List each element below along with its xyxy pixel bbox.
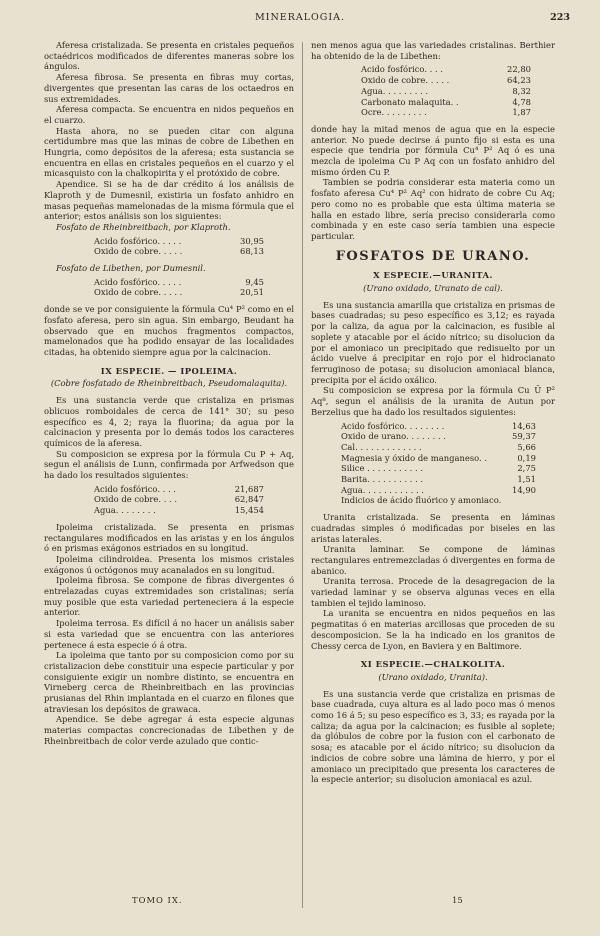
table-cell-value: 30,95 bbox=[240, 235, 264, 246]
table-row bbox=[341, 421, 555, 432]
paragraph: Su composicion se expresa por la fórmula Cu P + Aq, segun el análisis de Lunn, confirmada por Arfwedson que ha dado los resultados siguientes: bbox=[44, 448, 294, 481]
table-row bbox=[94, 246, 294, 257]
table-cell-label: Acido fosfórico. . . . . . . . bbox=[341, 420, 445, 431]
paragraph: donde se ve por consiguiente la fórmula Cu⁴ P² como en el fosfato aferesa, pero sin agua. Sin embargo, Beudant ha observado que en muchos fragmentos compactos, mamelonados que ha podido ensayar de las localidades citadas, ha obtenido siempre agua por la calcinacion. bbox=[44, 304, 294, 357]
table-cell-value: 68,13 bbox=[240, 246, 264, 257]
section-heading: XI ESPECIE.—CHALKOLITA. bbox=[360, 659, 506, 670]
table-cell-label: Agua. . . . . . . . . bbox=[361, 85, 429, 96]
analysis-table bbox=[94, 277, 294, 298]
table-cell-value: 8,32 bbox=[512, 85, 531, 96]
paragraph: Su composicion se expresa por la fórmula Cu Ü P² Aq⁸, segun el análisis de la uranita de Autun por Berzelius que ha dado los resultados siguientes: bbox=[311, 385, 555, 417]
paragraph: Apendice. Se debe agregar á esta especie algunas materias compactas concrecionadas de Libethen y de Rheinbreitbach de color verde azulado que contic- bbox=[44, 714, 294, 746]
table-row bbox=[361, 64, 555, 75]
table-row bbox=[341, 442, 555, 453]
paragraph: Aferesa fibrosa. Se presenta en fibras muy cortas, divergentes que presentan las caras de los octaedros en sus extremidades. bbox=[44, 72, 294, 104]
section-synonyms: (Cobre fosfatado de Rheinbreitbach, Pseudomalaquita). bbox=[50, 378, 288, 389]
paragraph: Ipoleima terrosa. Es difícil á no hacer un análisis saber si esta variedad que se encuentra con las anteriores pertenece á esta especie ó á otra. bbox=[44, 618, 294, 650]
table-row bbox=[361, 75, 555, 86]
table-note: Indicios de ácido fluórico y amoniaco. bbox=[341, 495, 502, 506]
table-cell-value: 1,87 bbox=[512, 107, 531, 118]
analysis-table bbox=[94, 236, 294, 257]
chapter-heading: FOSFATOS DE URANO. bbox=[335, 248, 531, 264]
table-row bbox=[341, 474, 555, 485]
table-cell-label: Acido fosfórico. . . . bbox=[94, 483, 176, 494]
column-divider bbox=[302, 42, 303, 908]
table-cell-value: 2,75 bbox=[517, 463, 536, 474]
table-cell-value: 62,847 bbox=[234, 494, 264, 505]
table-cell-value: 22,80 bbox=[507, 64, 531, 75]
table-heading: Fosfato de Rheinbreitbach, por Klaproth. bbox=[56, 221, 231, 232]
paragraph: Es una sustancia verde que cristaliza en prismas de base cuadrada, cuya altura es al lado poco mas ó menos como 16 á 5; su peso específico es 3, 33; es rayada por la caliza; da agua por la calcinacion; es fusible al soplete; da glóbulos de cobre por la fusion con el carbonato de sosa; es atacable por el ácido nítrico; su disolucion da indicios de cobre sobre una lámina de hierro, y por el amoniaco un precipitado que presenta los caracteres de la especie anterior; su disolucion amoniacal es azul. bbox=[311, 688, 555, 785]
table-row bbox=[94, 484, 294, 495]
table-cell-value: 1,51 bbox=[517, 474, 536, 485]
right-column bbox=[311, 40, 555, 785]
table-cell-label: Cal. . . . . . . . . . . . . bbox=[341, 441, 422, 452]
paragraph: Ipoleima cilindroidea. Presenta los mismos cristales exágonos ú octógonos muy acanalados en su longitud. bbox=[44, 553, 294, 575]
table-cell-label: Acido fosfórico. . . . . bbox=[94, 235, 182, 246]
section-synonyms: (Urano oxidado, Uranita). bbox=[378, 671, 488, 682]
table-row bbox=[94, 505, 294, 516]
section-heading: X ESPECIE.—URANITA. bbox=[373, 270, 493, 281]
signature-mark: 15 bbox=[452, 895, 463, 905]
table-row bbox=[94, 236, 294, 247]
table-cell-label: Oxido de urano. . . . . . . . bbox=[341, 431, 446, 442]
table-cell-value: 4,78 bbox=[512, 96, 531, 107]
table-cell-value: 9,45 bbox=[245, 276, 264, 287]
paragraph: La uranita se encuentra en nidos pequeños en las pegmatitas ó en materias arcillosas que proceden de su descomposicion. Se la ha indicado en los granitos de Chessy cerca de Lyon, en Baviera y en Baltimore. bbox=[311, 608, 555, 651]
section-synonyms: (Urano oxidado, Uranato de cal). bbox=[363, 283, 503, 294]
page-number: 223 bbox=[550, 12, 570, 23]
paragraph: La ipoleima que tanto por su composicion como por su cristalizacion debe constituir una especie particular y por consiguiente exigir un nombre distinto, se encuentra en Virneberg cerca de Rheinbreitbach en las provincias prusianas del Rhin implantada en el cuarzo en filones que atraviesan los depósitos de grawaca. bbox=[44, 650, 294, 714]
table-cell-label: Oxido de cobre. . . . . bbox=[94, 287, 183, 298]
table-cell-label: Acido fosfórico. . . . . bbox=[94, 276, 182, 287]
header-title: MINERALOGIA. bbox=[254, 12, 346, 23]
paragraph: Aferesa compacta. Se encuentra en nidos pequeños en el cuarzo. bbox=[44, 104, 294, 125]
paragraph: Apendice. Si se ha de dar crédito á los análisis de Klaproth y de Dumesnil, existiria un fosfato anhidro en masas pequeñas mamelonadas de la misma fórmula que el anterior; estos análisis son los siguientes: bbox=[44, 179, 294, 222]
table-row bbox=[341, 463, 555, 474]
table-cell-value: 64,23 bbox=[507, 75, 531, 86]
table-cell-value: 15,454 bbox=[234, 505, 264, 516]
table-cell-value: 20,51 bbox=[240, 287, 264, 298]
paragraph: Uranita cristalizada. Se presenta en láminas cuadradas simples ó modificadas por biseles en las aristas laterales. bbox=[311, 512, 555, 544]
table-cell-label: Ocre. . . . . . . . . bbox=[361, 107, 427, 118]
table-cell-value: 21,687 bbox=[234, 483, 264, 494]
table-cell-label: Oxido de cobre. . . . . bbox=[94, 246, 183, 257]
paragraph: Es una sustancia amarilla que cristaliza en prismas de bases cuadradas; su peso específico es 3,12; es rayada por la caliza, da agua por la calcinacion, es fusible al soplete y atacable por el ácido nítrico; su disolucion da por el amoniaco un precipitado que redisuelto por un ácido vuelve á precipitar en rojo por el hidrocianato ferruginoso de potasa; su disolucion amoniacal blanca, precipita por el ácido oxálico. bbox=[311, 299, 555, 385]
paragraph: Hasta ahora, no se pueden citar con alguna certidumbre mas que las minas de cobre de Libethen en Hungria, como depósitos de la aferesa; esta sustancia se encuentra en ellas en cristales pequeños en el cuarzo y el micasquisto con la chalkopirita y el protóxido de cobre. bbox=[44, 125, 294, 179]
section-heading: IX ESPECIE. — IPOLEIMA. bbox=[100, 365, 238, 376]
paragraph: Ipoleima fibrosa. Se compone de fibras divergentes ó entrelazadas cuyas extremidades son cristalinas; sería muy posible que esta variedad perteneciera á la especie anterior. bbox=[44, 575, 294, 618]
table-cell-value: 5,66 bbox=[517, 441, 536, 452]
table-cell-value: 59,37 bbox=[512, 431, 536, 442]
paragraph: Uranita terrosa. Procede de la desagregacion de la variedad laminar y se observa algunas veces en ella tambien el tejido laminoso. bbox=[311, 576, 555, 608]
paragraph: Ipoleima cristalizada. Se presenta en prismas rectangulares modificados en las aristas y en los ángulos ó en prismas exágonos estriados en su longitud. bbox=[44, 521, 294, 554]
paragraph: donde hay la mitad menos de agua que en la especie anterior. No puede decirse á punto fijo si esta es una especie que tendria por fórmula Cu⁴ P² Aq ó es una mezcla de ipoleima Cu P Aq con un fosfato anhidro del mismo órden Cu P. bbox=[311, 123, 555, 177]
analysis-table bbox=[94, 484, 294, 516]
table-cell-label: Oxido de cobre. . . . . bbox=[361, 75, 450, 86]
table-row bbox=[341, 431, 555, 442]
table-cell-label: Carbonato malaquita. . bbox=[361, 96, 459, 107]
table-cell-label: Barita. . . . . . . . . . . bbox=[341, 474, 424, 485]
table-row bbox=[361, 97, 555, 108]
table-row bbox=[361, 107, 555, 118]
paragraph: Tambien se podria considerar esta materia como un fosfato aferesa Cu⁴ P² Aq² con hidrato de cobre Cu Aq; pero como no es probable que esta última materia se halla en estado libre, sería preciso considerarla como combinada y en este caso sería tambien una especie particular. bbox=[311, 177, 555, 241]
table-row bbox=[341, 485, 555, 496]
table-row bbox=[341, 453, 555, 464]
table-row bbox=[94, 277, 294, 288]
table-cell-label: Acido fosfórico. . . . bbox=[361, 64, 443, 75]
left-column bbox=[44, 40, 294, 747]
table-cell-value: 0,19 bbox=[517, 452, 536, 463]
table-row bbox=[94, 287, 294, 298]
analysis-table bbox=[341, 421, 555, 507]
table-cell-value: 14,63 bbox=[512, 420, 536, 431]
table-cell-label: Agua. . . . . . . . bbox=[94, 505, 156, 516]
paragraph: Aferesa cristalizada. Se presenta en cristales pequeños octaédricos modificados de diferentes maneras sobre los ángulos. bbox=[44, 40, 294, 72]
paragraph: Es una sustancia verde que cristaliza en prismas oblicuos romboidales de cerca de 141° 30′; su peso específico es 4, 2; raya la fluorina; da agua por la calcinacion y presenta por lo demás todos los caracteres químicos de la aferesa. bbox=[44, 395, 294, 448]
table-cell-label: Oxido de cobre. . . . bbox=[94, 494, 178, 505]
table-cell-label: Silice . . . . . . . . . . . bbox=[341, 463, 423, 474]
volume-footer: TOMO IX. bbox=[132, 895, 183, 905]
table-cell-value: 14,90 bbox=[512, 484, 536, 495]
analysis-table bbox=[361, 64, 555, 118]
table-cell-label: Magnesia y óxido de manganeso. . bbox=[341, 452, 488, 463]
table-row bbox=[361, 86, 555, 97]
table-heading: Fosfato de Libethen, por Dumesnil. bbox=[56, 263, 206, 274]
running-header bbox=[0, 12, 600, 26]
table-cell-label: Agua. . . . . . . . . . . . bbox=[341, 484, 425, 495]
paragraph: Uranita laminar. Se compone de láminas rectangulares entremezcladas ó divergentes en forma de abanico. bbox=[311, 544, 555, 576]
paragraph: nen menos agua que las variedades cristalinas. Berthier ha obtenido de la de Libethen: bbox=[311, 40, 555, 61]
table-row bbox=[94, 494, 294, 505]
